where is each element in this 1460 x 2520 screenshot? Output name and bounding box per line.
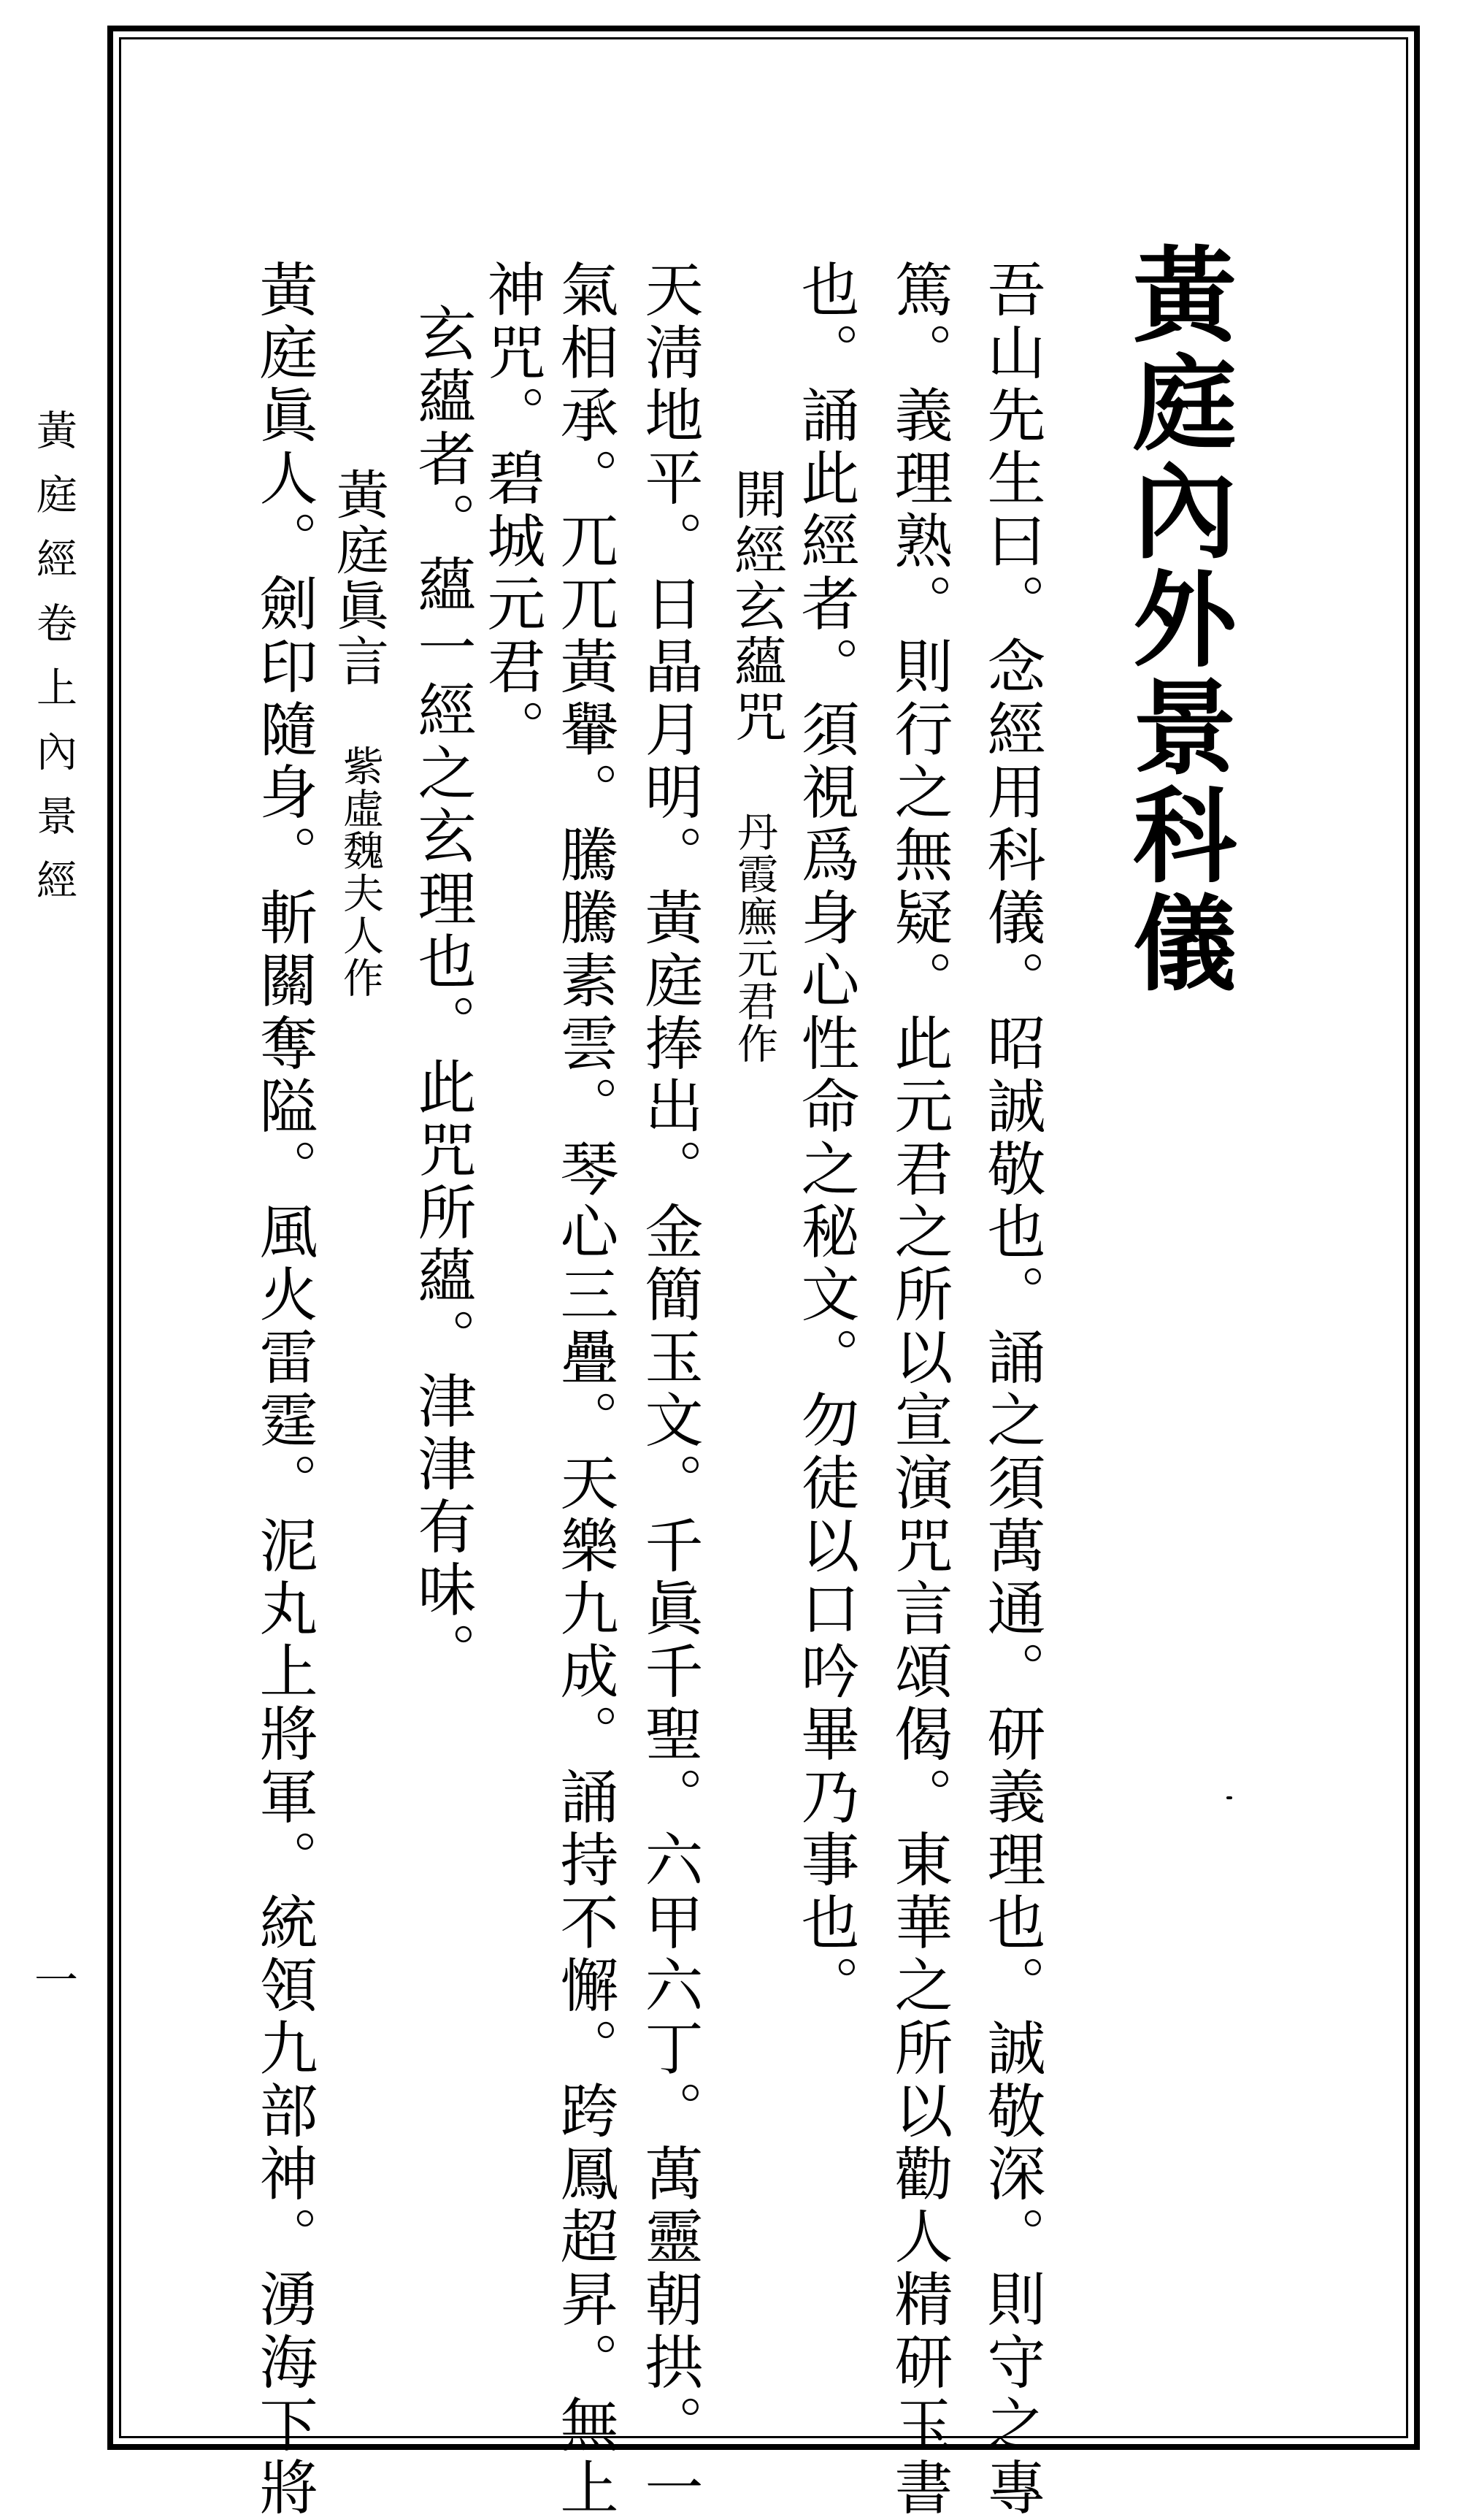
preface-column-2: 篤。義理熟。則行之無疑。此元君之所以宣演咒言頌偈。東華之所以勸人精研玉書 xyxy=(885,259,953,2520)
section-heading-kaijing: 開經玄蘊咒 xyxy=(726,467,787,745)
mantra-column-1: 黃庭眞人。劍印隨身。斬關奪隘。風火雷霆。泥丸上將軍。統領九部神。湧海下將 xyxy=(250,259,318,2520)
incantation-column-1: 天淸地平。日晶月明。黃庭捧出。金簡玉文。千眞千聖。六甲六丁。萬靈朝拱。一 xyxy=(635,259,703,2520)
page-title: 黃庭內外景科儀 xyxy=(1115,241,1237,997)
section-author-zhenyan: 紫虛魏夫人作 xyxy=(337,745,384,999)
commentary-column: 玄蘊者。蘊一經之玄理也。此咒所蘊。津津有味。 xyxy=(408,303,476,1685)
preface-column-1: 吾山先生曰。念經用科儀。昭誠敬也。誦之須萬通。研義理也。誠敬深。則守之專 xyxy=(977,259,1045,2520)
running-title: 黃庭經卷上內景經 xyxy=(30,409,77,923)
ink-speck xyxy=(1226,1796,1232,1799)
page-number: 一 xyxy=(27,1957,78,2001)
incantation-column-3: 神咒。碧城元君。 xyxy=(477,259,545,762)
preface-column-3: 也。誦此經者。須視爲身心性命之秘文。勿徒以口吟畢乃事也。 xyxy=(791,259,859,2018)
incantation-column-2: 氣相承。兀兀黃轝。騰騰素雲。琴心三疊。天樂九成。誦持不懈。跨鳳超昇。無上 xyxy=(550,259,618,2520)
section-heading-zhenyan: 黃庭眞言 xyxy=(328,467,389,689)
section-author-kaijing: 丹霞廡元君作 xyxy=(731,811,778,1065)
